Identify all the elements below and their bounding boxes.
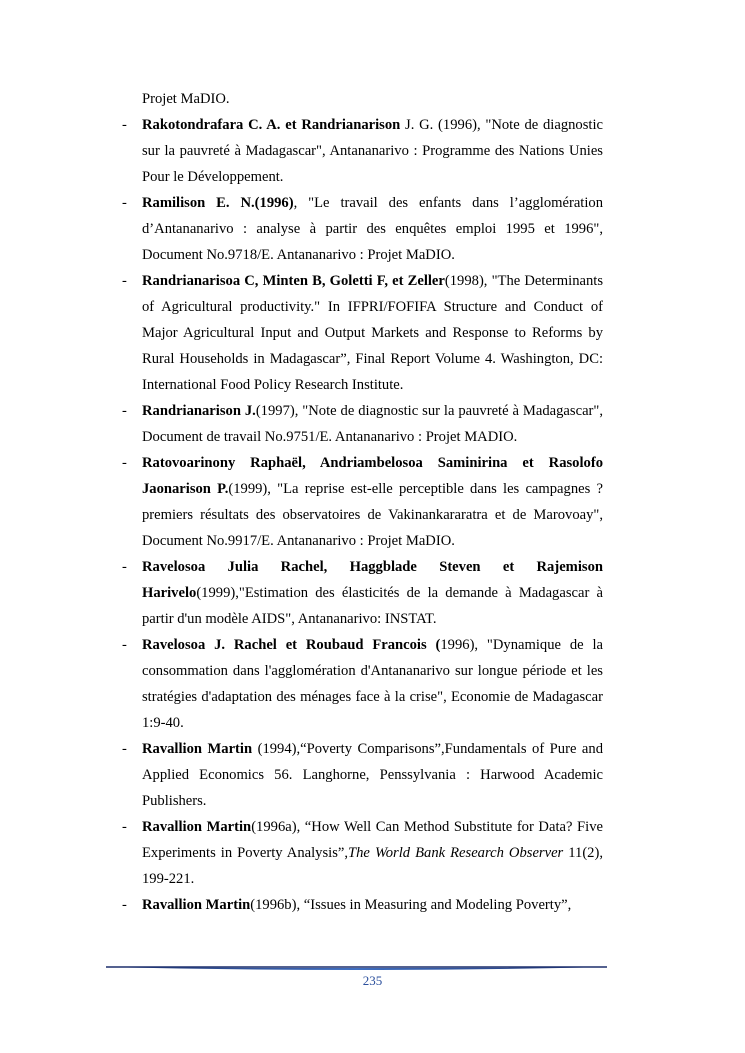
reference-entry	[118, 632, 603, 736]
reference-author: Randrianarisoa C, Minten B, Goletti F, et Zeller	[142, 273, 445, 289]
list-dash: -	[122, 117, 127, 133]
reference-text: (1996a), “How Well Can Method Substitute for Data? Five Experiments in Poverty Analysis”,	[142, 819, 603, 861]
list-dash: -	[122, 403, 127, 419]
reference-entry	[118, 892, 603, 918]
reference-entry	[118, 398, 603, 450]
reference-text: (1998), "The Determinants of Agricultural productivity." In IFPRI/FOFIFA Structure and Conduct of Major Agricultural Input and Output Markets and Response to Reforms by Rural Households in Madagascar”, Final Report Volume 4. Washington, DC: International Food Policy Research Institute.	[142, 273, 603, 393]
reference-text: 1996), "Dynamique de la consommation dans l'agglomération d'Antananarivo sur longue période et les stratégies d'adaptation des ménages face à la crise", Economie de Madagascar 1:9-40.	[142, 637, 603, 731]
reference-entry	[118, 814, 603, 892]
continuation-line: Projet MaDIO.	[142, 91, 230, 107]
reference-entry	[118, 268, 603, 398]
reference-text: (1999),"Estimation des élasticités de la demande à Madagascar à partir d'un modèle AIDS", Antananarivo: INSTAT.	[142, 585, 603, 627]
reference-author: Rakotondrafara C. A. et Randrianarison	[142, 117, 401, 133]
reference-entry	[118, 554, 603, 632]
reference-text: , "Le travail des enfants dans l’agglomération d’Antananarivo : analyse à partir des enquêtes emploi 1995 et 1996", Document No.9718/E. Antananarivo : Projet MaDIO.	[142, 195, 603, 263]
reference-author: Ravallion Martin	[142, 741, 253, 757]
list-dash: -	[122, 455, 127, 471]
reference-entry	[118, 736, 603, 814]
reference-author: Ravallion Martin	[142, 819, 252, 835]
list-dash: -	[122, 273, 127, 289]
reference-author: Ravallion Martin	[142, 897, 251, 913]
list-dash: -	[122, 195, 127, 211]
reference-author: Ramilison E. N.(1996)	[142, 195, 294, 211]
reference-text: (1994),“Poverty Comparisons”,Fundamentals of Pure and Applied Economics 56. Langhorne, Penssylvania : Harwood Academic Publishers.	[142, 741, 603, 809]
reference-author: Ravelosoa J. Rachel et Roubaud Francois (	[142, 637, 441, 653]
bibliography	[118, 86, 603, 918]
reference-text: (1999), "La reprise est-elle perceptible dans les campagnes ? premiers résultats des observatoires de Vakinankararatra et de Marovoay", Document No.9917/E. Antananarivo : Projet MaDIO.	[142, 481, 603, 549]
list-dash: -	[122, 819, 127, 835]
reference-text-after: 11(2), 199-221.	[142, 845, 603, 887]
list-dash: -	[122, 559, 127, 575]
reference-entry	[118, 190, 603, 268]
list-dash: -	[122, 637, 127, 653]
reference-author: Randrianarison J.	[142, 403, 256, 419]
reference-author: Ratovoarinony Raphaël, Andriambelosoa Saminirina et Rasolofo Jaonarison P.	[142, 455, 603, 497]
reference-text: (1997), "Note de diagnostic sur la pauvreté à Madagascar", Document de travail No.9751/E. Antananarivo : Projet MADIO.	[142, 403, 604, 445]
list-dash: -	[122, 741, 127, 757]
journal-title: The World Bank Research Observer	[348, 845, 564, 861]
reference-text: J. G. (1996), "Note de diagnostic sur la pauvreté à Madagascar", Antananarivo : Programme des Nations Unies Pour le Développement.	[142, 117, 603, 185]
reference-entry	[118, 112, 603, 190]
reference-text: (1996b), “Issues in Measuring and Modeling Poverty”,	[250, 897, 572, 913]
reference-author: Ravelosoa Julia Rachel, Haggblade Steven et Rajemison Harivelo	[142, 559, 603, 601]
reference-entry	[118, 450, 603, 554]
list-dash: -	[122, 897, 127, 913]
page-number: 235	[362, 973, 383, 988]
